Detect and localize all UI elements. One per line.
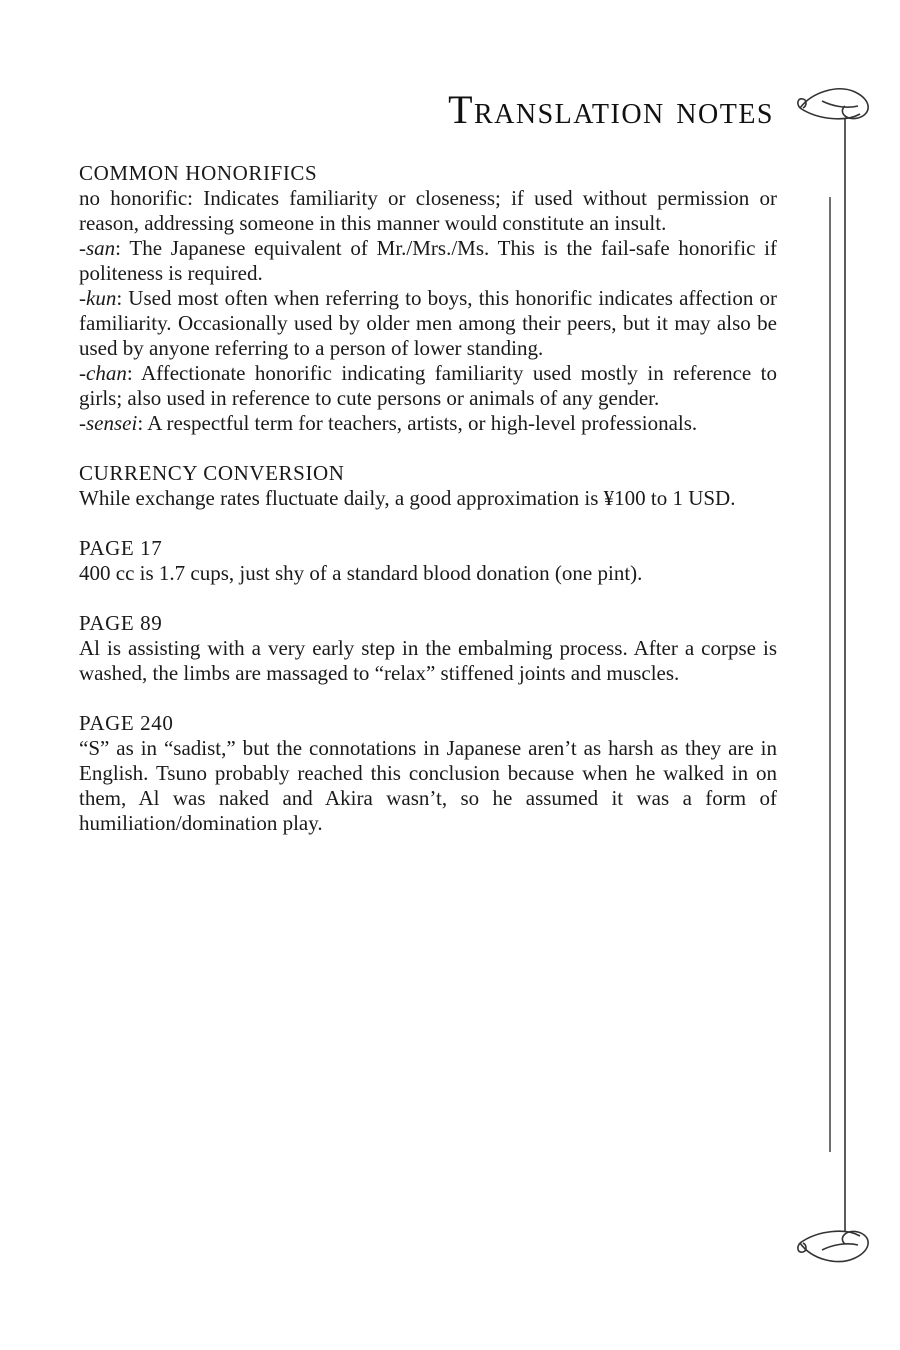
honorific-text: : The Japanese equivalent of Mr./Mrs./Ms. This is the fail-safe honorific if politeness is required. bbox=[79, 236, 777, 285]
section-page-89 bbox=[79, 611, 777, 686]
honorific-text: : Affectionate honorific indicating familiarity used mostly in reference to girls; also used in reference to cute persons or animals of any gender. bbox=[79, 361, 777, 410]
honorific-entry bbox=[79, 361, 777, 411]
section-text: Al is assisting with a very early step in the embalming process. After a corpse is washed, the limbs are massaged to “relax” stiffened joints and muscles. bbox=[79, 636, 777, 685]
honorific-entry bbox=[79, 186, 777, 236]
honorific-term: -kun bbox=[79, 286, 117, 310]
section-page-240 bbox=[79, 711, 777, 836]
flourish-top-icon bbox=[798, 89, 868, 119]
honorific-text: : A respectful term for teachers, artists, or high-level professionals. bbox=[137, 411, 698, 435]
honorific-entry bbox=[79, 411, 777, 436]
section-text: While exchange rates fluctuate daily, a good approximation is ¥100 to 1 USD. bbox=[79, 486, 736, 510]
section-heading: PAGE 240 bbox=[79, 711, 174, 735]
section-heading: COMMON HONORIFICS bbox=[79, 161, 318, 185]
section-heading: PAGE 89 bbox=[79, 611, 163, 635]
section-text: “S” as in “sadist,” but the connotations in Japanese aren’t as harsh as they are in English. Tsuno probably reached this conclusion because when he walked in on them, Al was naked and Akira wasn’t, so he assumed it was a form of humiliation/domination play. bbox=[79, 736, 777, 835]
honorific-term: -chan bbox=[79, 361, 127, 385]
honorific-text: : Used most often when referring to boys, this honorific indicates affection or familiarity. Occasionally used by older men among their peers, but it may also be used by anyone referring to a person of lower standing. bbox=[79, 286, 777, 360]
flourish-bottom-icon bbox=[798, 1231, 868, 1261]
page-title: Translation notes bbox=[448, 87, 774, 132]
section-heading: CURRENCY CONVERSION bbox=[79, 461, 345, 485]
honorific-entry bbox=[79, 236, 777, 286]
honorific-entry bbox=[79, 286, 777, 361]
honorific-text: no honorific: Indicates familiarity or closeness; if used without permission or reason, addressing someone in this manner would constitute an insult. bbox=[79, 186, 777, 235]
section-text: 400 cc is 1.7 cups, just shy of a standard blood donation (one pint). bbox=[79, 561, 643, 585]
section-heading: PAGE 17 bbox=[79, 536, 163, 560]
section-honorifics bbox=[79, 161, 777, 436]
section-page-17 bbox=[79, 536, 777, 586]
notes-content bbox=[79, 161, 777, 861]
section-currency bbox=[79, 461, 777, 511]
honorific-term: -san bbox=[79, 236, 116, 260]
honorific-term: -sensei bbox=[79, 411, 138, 435]
